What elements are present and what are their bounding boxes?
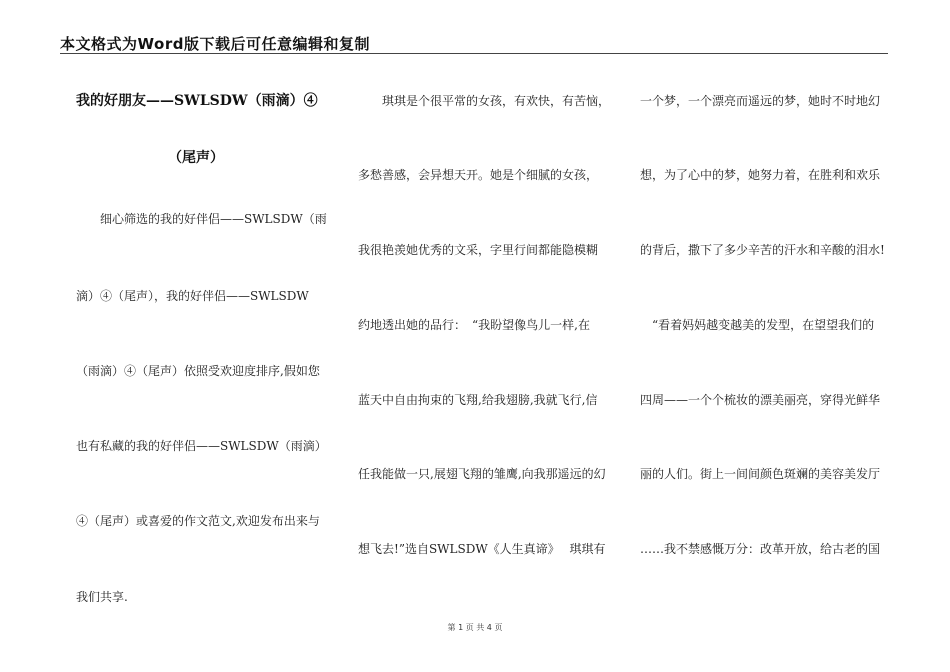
middle-paragraph-line: 约地透出她的品行： “我盼望像鸟儿一样,在: [358, 318, 590, 332]
header-divider: [60, 53, 888, 54]
middle-paragraph-line: 想飞去!”选自SWLSDW《人生真谛》 琪琪有: [358, 542, 606, 556]
middle-paragraph-line: 蓝天中自由拘束的飞翔,给我翅膀,我就飞行,信: [358, 393, 598, 407]
page-number-footer: 第 1 页 共 4 页: [447, 623, 503, 632]
left-paragraph-line: 也有私藏的我的好伴侣——SWLSDW（雨滴）: [76, 439, 327, 453]
right-paragraph-line: 一个梦，一个漂亮而遥远的梦，她时不时地幻: [640, 94, 881, 108]
right-paragraph-line: 四周——一个个梳妆的漂美丽亮，穿得光鲜华: [640, 393, 881, 407]
article-title-line-2: （尾声）: [168, 150, 224, 166]
document-header: 本文格式为Word版下载后可任意编辑和复制: [60, 35, 370, 53]
right-paragraph-line: ……我不禁感慨万分：改革开放，给古老的国: [640, 542, 881, 556]
middle-paragraph-line: 任我能做一只,展翅飞翔的雏鹰,向我那遥远的幻: [358, 467, 606, 481]
left-paragraph-line: 细心筛选的我的好伴侣——SWLSDW（雨: [100, 212, 327, 226]
right-paragraph-line: “看着妈妈越变越美的发型，在望望我们的: [652, 318, 875, 332]
right-paragraph-line: 的背后，撒下了多少辛苦的汗水和辛酸的泪水!: [640, 243, 885, 257]
right-paragraph-line: 丽的人们。街上一间间颜色斑斓的美容美发厅: [640, 467, 881, 481]
right-paragraph-line: 想，为了心中的梦，她努力着，在胜利和欢乐: [640, 168, 881, 182]
left-paragraph-line: （雨滴）④（尾声）依照受欢迎度排序,假如您: [76, 364, 320, 378]
middle-paragraph-line: 多愁善感，会异想天开。她是个细腻的女孩，: [358, 168, 599, 182]
left-paragraph-line: ④（尾声）或喜爱的作文范文,欢迎发布出来与: [76, 514, 320, 528]
middle-paragraph-line: 我很艳羡她优秀的文采，字里行间都能隐模糊: [358, 243, 599, 257]
article-title-line-1: 我的好朋友——SWLSDW（雨滴）④: [76, 93, 318, 109]
middle-paragraph-line: 琪琪是个很平常的女孩，有欢快，有苦恼，: [382, 94, 611, 108]
left-paragraph-line: 我们共享.: [76, 590, 128, 604]
left-paragraph-line: 滴）④（尾声），我的好伴侣——SWLSDW: [76, 289, 309, 303]
